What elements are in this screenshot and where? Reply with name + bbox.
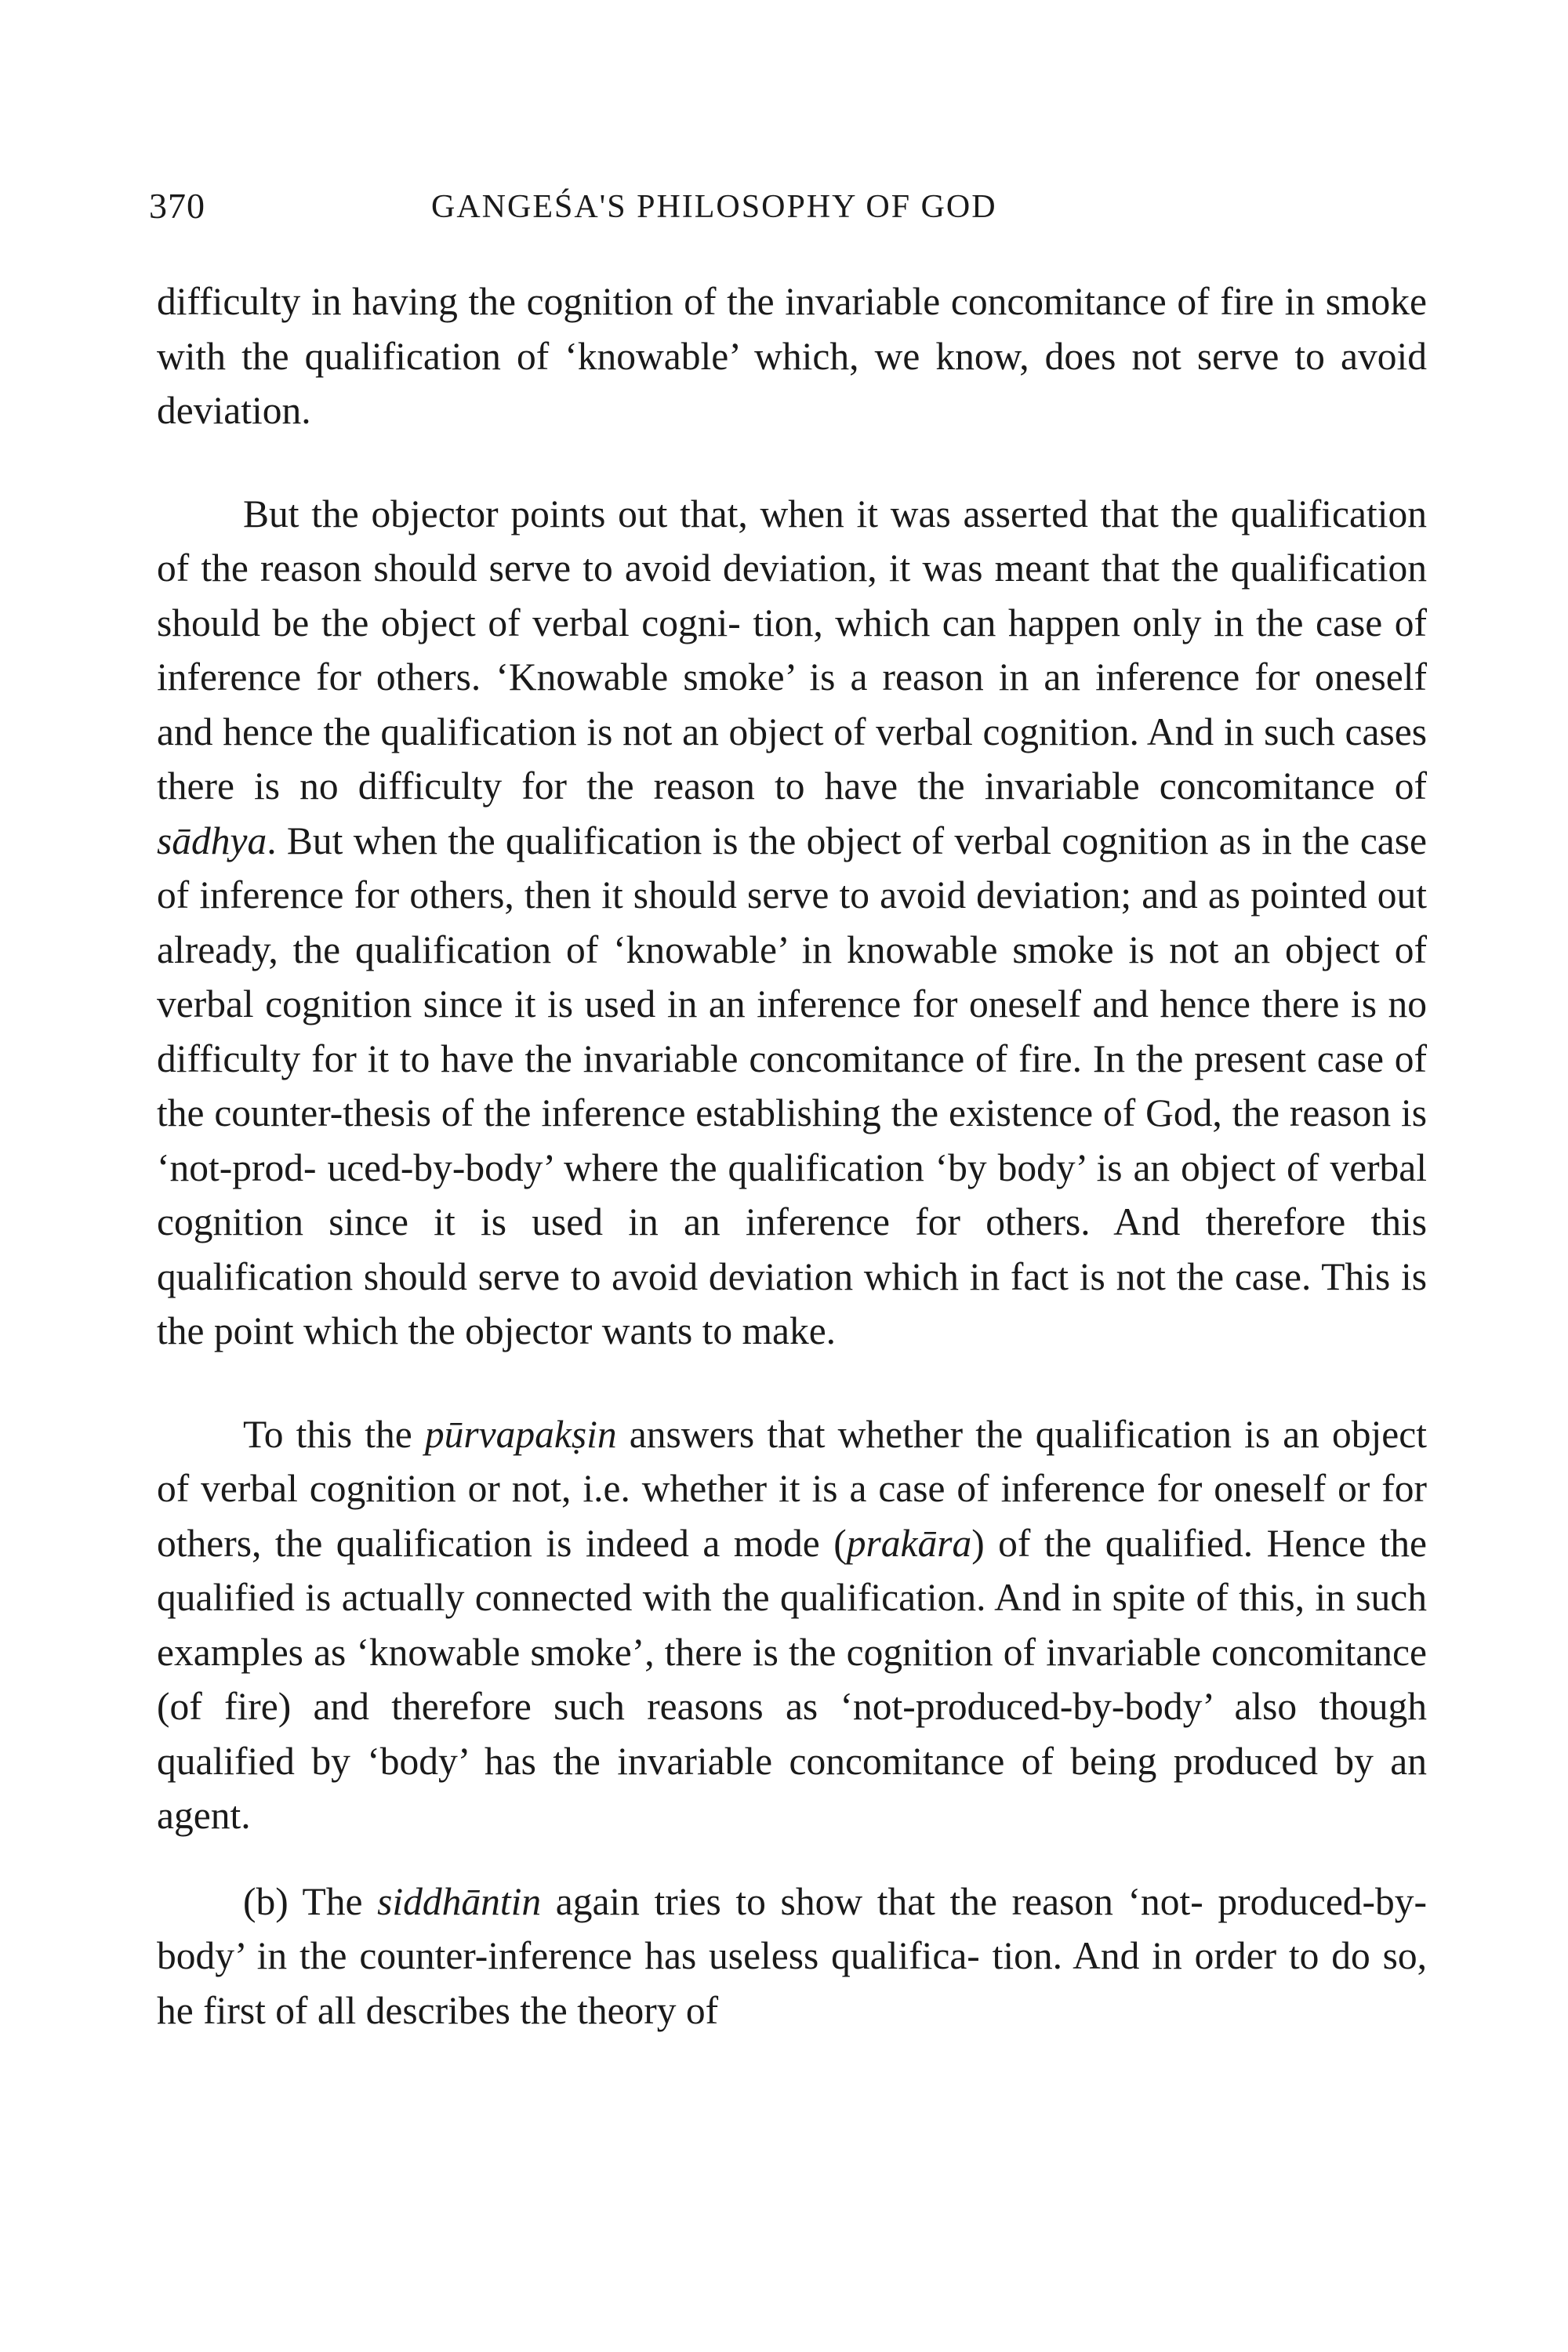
text-line: hence the qualification is not an object of verbal cognition. And: [223, 710, 1214, 753]
text-line: concomitance of fire. In the present case of the counter-thesis of the: [157, 1036, 1427, 1134]
paragraph-continuation: [157, 274, 1427, 438]
text-line: produced-by-body’ in the counter-inference has useless qualifica-: [157, 1879, 1428, 1977]
text-line: tion, which can happen only in the case of inference for others.: [157, 601, 1427, 699]
paragraph-objector: [157, 487, 1427, 1359]
text-line: (prakāra) of the qualified. Hence the qualified is actually connected: [157, 1521, 1427, 1619]
italic-term: prakāra: [846, 1521, 972, 1565]
text-line: others, then it should serve to avoid deviation; and as pointed out: [409, 873, 1428, 916]
text-line: know, does not serve to avoid deviation.: [157, 334, 1428, 432]
text-line: But the objector points out that, when it was asserted that the: [243, 492, 1219, 535]
text-line: To this the pūrvapakṣin answers that whether the qualification: [243, 1412, 1232, 1456]
text-line: verbal cognition since it is used in an inference for others. And: [157, 1145, 1428, 1243]
text-line: ‘Knowable smoke’ is a reason in an inference for oneself and: [157, 655, 1427, 753]
text-line: to make.: [702, 1309, 837, 1352]
text-line: difficulty in having the cognition of the invariable concomitance: [157, 280, 1167, 323]
paragraph-siddhantin: [157, 1875, 1427, 2038]
text-line: tion. And in order to do so, he first of all describes the theory of: [157, 1934, 1428, 2032]
text-line: already, the qualification of ‘knowable’ in knowable smoke is not an: [157, 927, 1271, 971]
text-line: inference for oneself or for others, the qualification is indeed a mode: [157, 1467, 1427, 1565]
body-text: [157, 274, 1427, 2038]
text-line: is an object of verbal cognition or not, i.e. whether it is a case of: [157, 1412, 1427, 1510]
italic-term: sādhya: [157, 818, 267, 862]
text-line: qualification of the reason should serve to avoid deviation, it was: [157, 492, 1428, 590]
text-line: of fire in smoke with the qualification of ‘knowable’ which, we: [157, 280, 1427, 378]
text-line: meant that the qualification should be the object of verbal cogni-: [157, 546, 1428, 644]
text-line: object of verbal cognition since it is used in an inference for: [157, 927, 1428, 1025]
italic-term: siddhāntin: [377, 1879, 542, 1923]
text-line: ‘knowable smoke’, there is the cognition of invariable concomitance: [356, 1630, 1427, 1674]
italic-term: pūrvapakṣin: [424, 1412, 617, 1456]
text-line: though qualified by ‘body’ has the invariable concomitance of being: [157, 1685, 1427, 1783]
text-line: fact is not the case. This is the point which the objector wants: [157, 1254, 1428, 1352]
text-line: invariable concomitance of sādhya. But when the qualification: [157, 764, 1428, 862]
page-number: 370: [149, 186, 205, 226]
text-line: (b) The siddhāntin again tries to show that the reason ‘not-: [243, 1879, 1203, 1923]
text-line: in such cases there is no difficulty for the reason to have the: [157, 710, 1427, 808]
text-line: (of fire) and therefore such reasons as ‘not-produced-by-body’ also: [157, 1685, 1298, 1728]
text-line: produced by an agent.: [157, 1739, 1427, 1837]
text-line: therefore this qualification should serve to avoid deviation which in: [157, 1200, 1427, 1298]
text-line: uced-by-body’ where the qualification ‘by body’ is an object of: [327, 1145, 1319, 1189]
text-line: with the qualification. And in spite of this, in such examples as: [157, 1576, 1427, 1674]
paragraph-purvapaksin-answer: [157, 1407, 1427, 1843]
text-line: inference establishing the existence of God, the reason is ‘not-prod-: [157, 1091, 1427, 1189]
page-header: [149, 185, 1403, 240]
text-line: oneself and hence there is no difficulty for it to have the invariable: [157, 982, 1427, 1080]
text-line: is the object of verbal cognition as in the case of inference for: [157, 818, 1428, 916]
running-title: GANGEŚA'S PHILOSOPHY OF GOD: [431, 189, 997, 225]
